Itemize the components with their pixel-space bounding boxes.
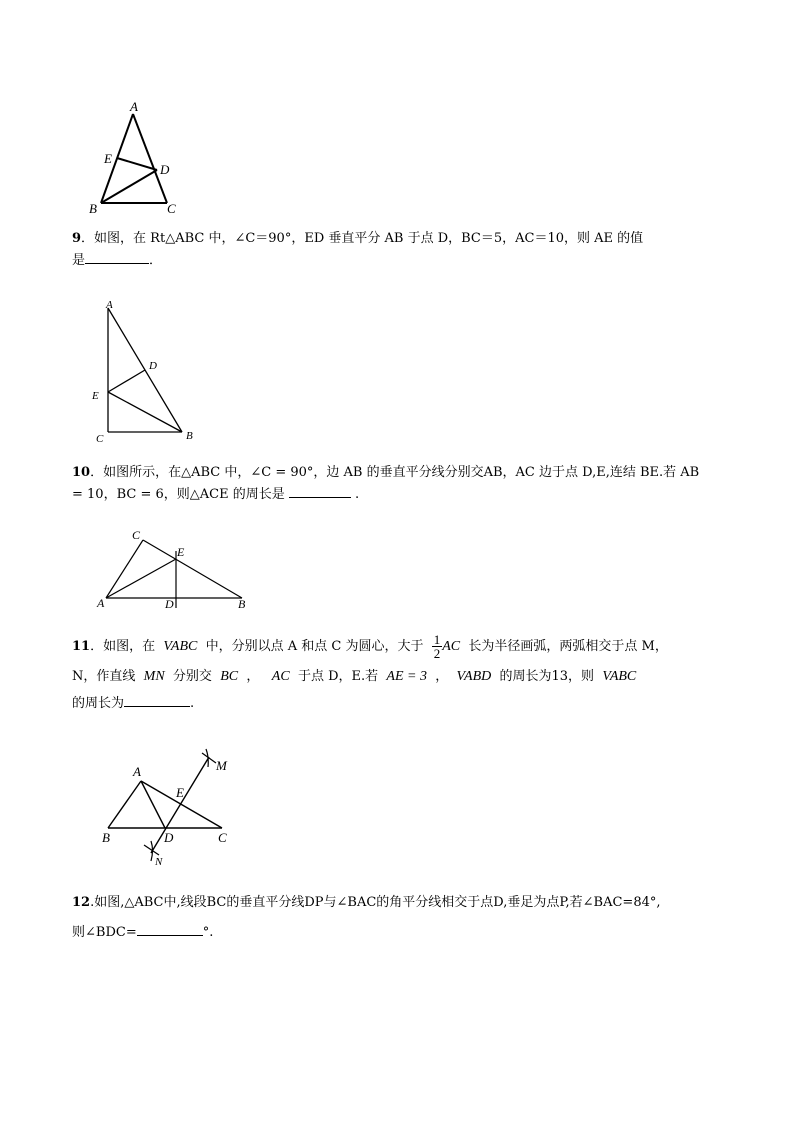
math-triangle-abc: VABC [602,669,637,684]
label-a: A [133,764,141,779]
label-c: C [218,830,227,845]
question-9 [72,229,732,271]
text-part: N，作直线 [72,669,136,684]
math-ac: AC [442,639,461,654]
text-part: ， [246,669,260,684]
arc-m-2 [206,749,208,767]
label-d: D [165,597,174,611]
label-d: D [149,360,157,372]
label-e: E [177,545,185,559]
math-bc: BC [220,669,239,684]
figure-triangle-abc-de [80,95,190,220]
figure-q10 [92,526,262,616]
answer-blank[interactable] [85,249,149,264]
question-text: .如图,△ABC中,线段BC的垂直平分线DP与∠BAC的角平分线相交于点D,垂足为点P,若∠BAC=84°, [90,895,661,910]
label-e: E [176,785,184,800]
figure-q9 [88,296,198,446]
text-part: 长为半径画弧，两弧相交于点 M， [468,639,668,654]
math-triangle-abd: VABD [456,669,492,684]
fraction-denominator: 2 [433,646,441,661]
label-e: E [92,390,99,402]
segment-ed [108,370,145,392]
answer-blank[interactable] [137,921,203,936]
question-text: ．如图，在 Rt△ABC 中，∠C＝90°，ED 垂直平分 AB 于点 D，BC＝5，AC＝10，则 AE 的值 [81,231,644,246]
segment-ca [106,540,143,598]
segment-bd [101,170,157,203]
question-number: 9 [72,231,82,246]
label-c: C [96,433,104,445]
fraction-numerator: 1 [433,632,441,647]
segment-ab [108,781,141,828]
question-end: . [354,487,360,502]
answer-blank[interactable] [289,483,351,498]
question-text-cont: = 10，BC = 6，则△ACE 的周长是 [72,487,285,502]
text-part: ， [435,669,449,684]
question-number: 11 [72,639,91,654]
label-a: A [130,99,138,114]
label-d: D [164,830,174,845]
label-b: B [102,830,110,845]
question-text-cont: 是 [72,253,86,268]
text-part: 中，分别以点 A 和点 C 为圆心，大于 [205,639,424,654]
segment-eb [108,392,182,432]
label-e: E [104,151,112,166]
text-part: 分别交 [172,669,212,684]
math-mn: MN [143,669,165,684]
text-part: 于点 D，E.若 [297,669,379,684]
question-end: . [190,696,195,711]
text-part: 的周长为 [72,696,125,711]
label-b: B [238,597,246,611]
segment-ac [133,114,167,203]
segment-ae [106,559,176,598]
label-c: C [167,201,176,216]
label-a: A [97,596,105,610]
math-ae-equals-3: AE = 3 [386,669,427,684]
text-part: 的周长为13，则 [499,669,595,684]
question-10 [72,463,732,505]
label-c: C [132,528,141,542]
label-a: A [106,299,113,311]
math-ac: AC [271,669,290,684]
label-n: N [155,856,163,868]
text-part: ．如图，在 [90,639,156,654]
question-end: °. [202,925,214,940]
arc-m-1 [202,753,216,763]
arc-n-1 [144,845,159,855]
question-text: ．如图所示，在△ABC 中，∠C = 90°，边 AB 的垂直平分线分别交AB，AC 边于点 D,E,连结 BE.若 AB [90,465,700,480]
question-12 [72,888,732,948]
question-11 [72,632,732,714]
question-number: 10 [72,465,91,480]
figure-q11 [96,745,246,870]
question-text-cont: 则∠BDC= [72,925,137,940]
line-mn [151,757,209,853]
question-end: ． [149,253,163,268]
question-number: 12 [72,895,91,910]
label-d: D [160,162,170,177]
label-b: B [89,201,97,216]
label-b: B [186,430,193,442]
label-m: M [216,758,227,773]
math-triangle-abc: VABC [163,639,198,654]
fraction-one-half [432,633,443,660]
answer-blank[interactable] [124,692,190,707]
